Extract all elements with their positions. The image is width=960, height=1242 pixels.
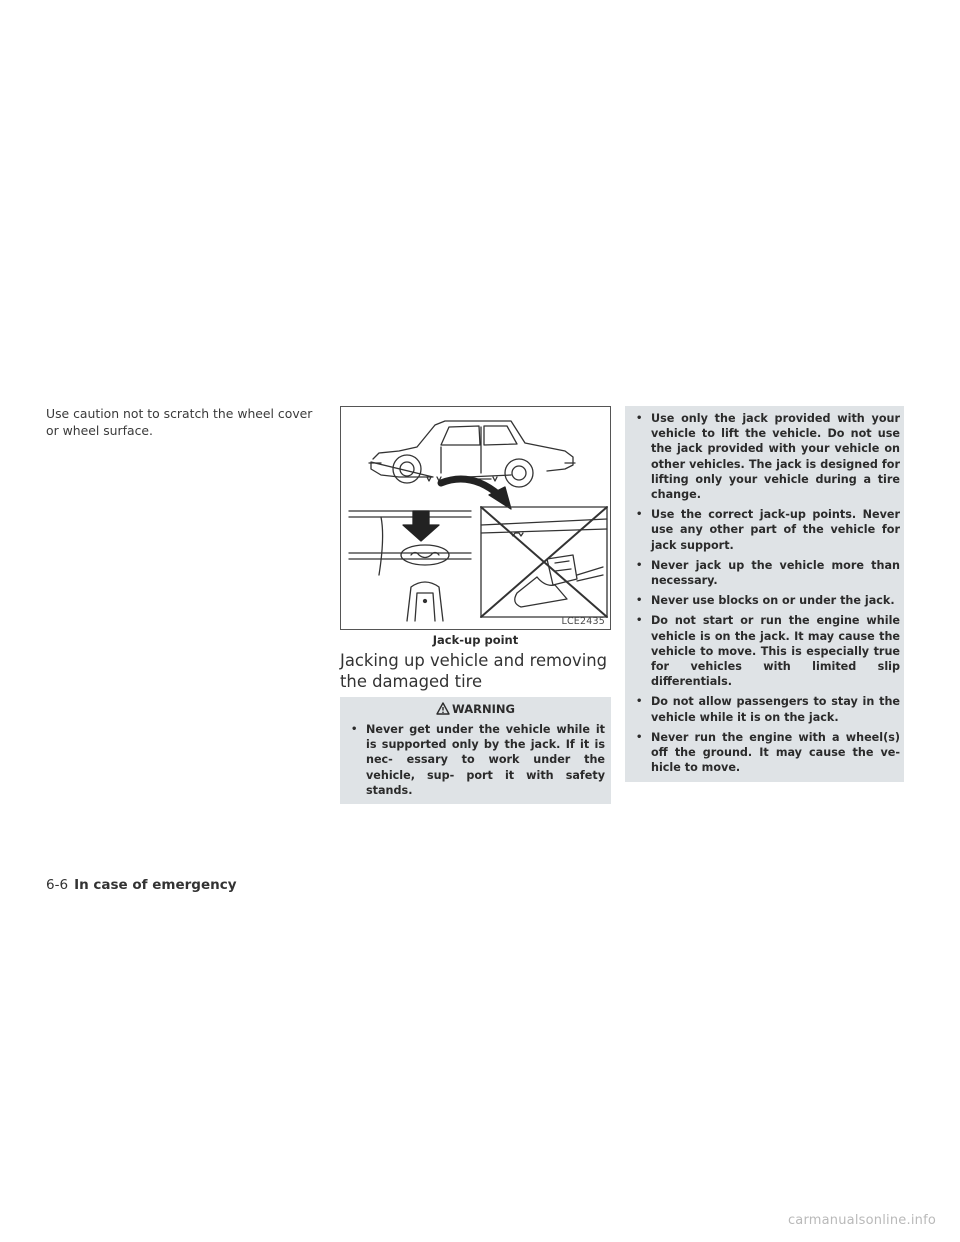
warning-heading-text: WARNING [452, 702, 515, 716]
curved-arrow [441, 479, 499, 495]
jack-point-rail-top [349, 511, 471, 517]
page-footer [46, 877, 237, 893]
car-jack-illustration [341, 407, 612, 631]
warning-body [340, 722, 611, 804]
warning-item: • Never use blocks on or under the jack. [631, 593, 900, 608]
warning-item: • Never get under the vehicle while it is supported only by the jack. If it is nec- essary to work under the vehicle, sup- port it with safety stands. [346, 722, 605, 798]
warning-item: • Never jack up the vehicle more than necessary. [631, 558, 900, 588]
car-window-front [441, 426, 480, 445]
section-title: Jacking up vehicle and removing the damaged tire [340, 651, 608, 691]
car-rear-wheel [505, 459, 533, 487]
warning-item: • Use only the jack provided with your vehicle to lift the vehicle. Do not use the jack provided with your vehicle on other vehicles. The jack is designed for lifting only your vehicle during a tire change. [631, 411, 900, 502]
prohibited-x-mark [481, 507, 607, 617]
page-number: 6-6 [46, 877, 69, 893]
warning-triangle-icon [436, 702, 450, 715]
warning-item: • Do not allow passengers to stay in the vehicle while it is on the jack. [631, 694, 900, 724]
warning-continuation-box [625, 406, 904, 782]
warning-list [346, 722, 605, 798]
intro-paragraph: Use caution not to scratch the wheel cover or wheel surface. [46, 406, 313, 438]
down-arrow [403, 511, 439, 541]
warning-item: • Use the correct jack-up points. Never use any other part of the vehicle for jack support. [631, 507, 900, 553]
figure-caption: Jack-up point [432, 633, 519, 647]
warning-heading [340, 702, 611, 716]
car-body-outline [371, 421, 573, 477]
warning-continuation-list [631, 411, 900, 775]
jack-point-notch [401, 545, 449, 565]
watermark: carmanualsonline.info [787, 1213, 936, 1228]
figure-id-label: LCE2435 [561, 616, 605, 627]
warning-item: • Do not start or run the engine while vehicle is on the jack. It may cause the vehicle to move. This is especially true for vehicles with limited slip differentials. [631, 613, 900, 689]
chapter-title: In case of emergency [74, 877, 237, 893]
car-door-line [441, 427, 481, 473]
warning-item: • Never run the engine with a wheel(s) off the ground. It may cause the ve- hicle to move. [631, 730, 900, 776]
jack-up-point-figure [340, 406, 611, 630]
car-window-rear [484, 426, 517, 445]
jack-point-rail-bottom [349, 553, 471, 559]
